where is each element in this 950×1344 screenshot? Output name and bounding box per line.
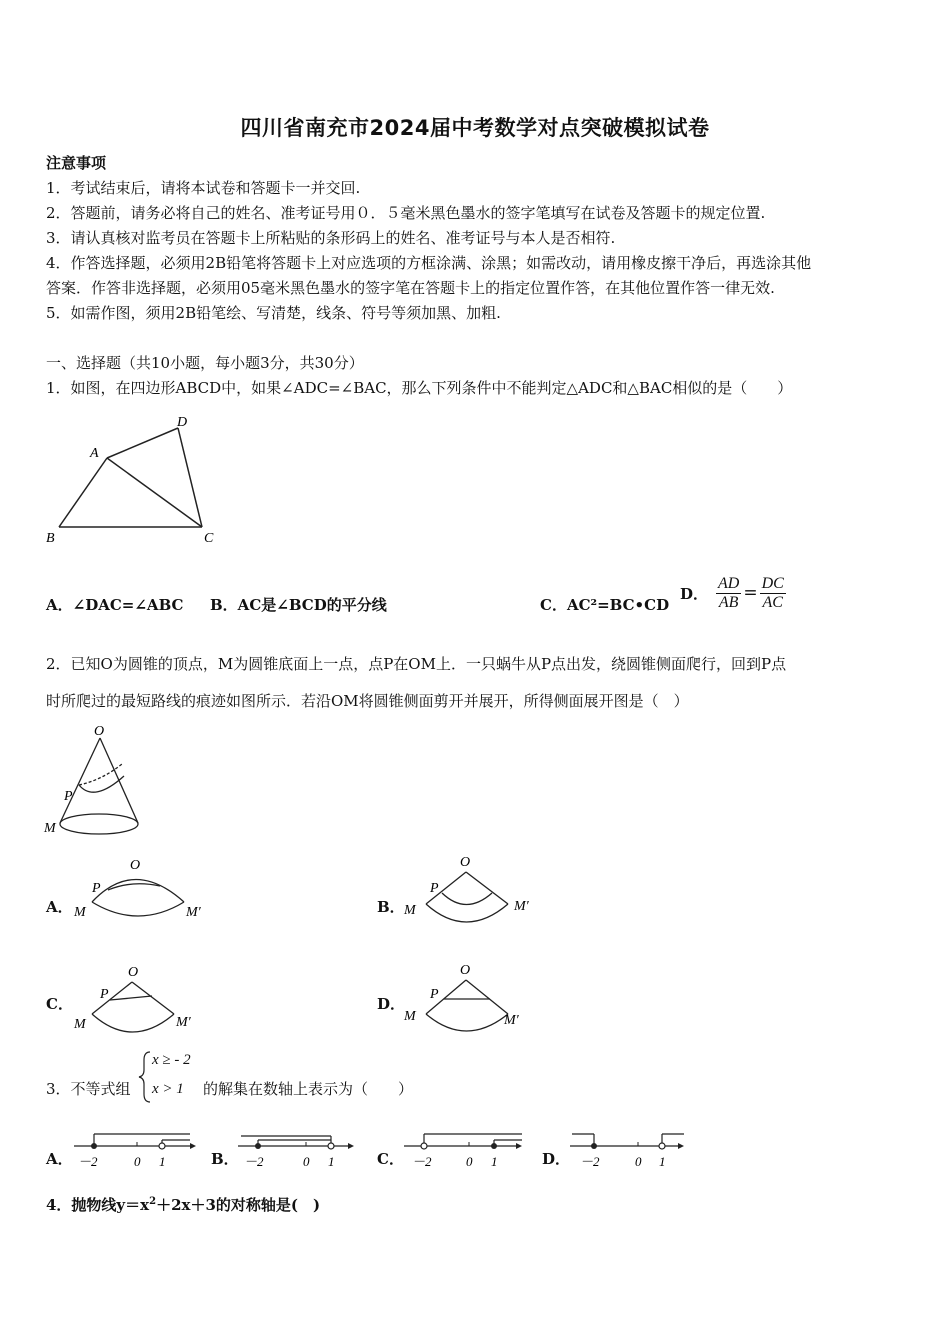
- notice-item-4: 4．作答选择题，必须用2B铅笔将答题卡上对应选项的方框涂满、涂黑；如需改动，请用橡皮擦干净后，再选涂其他: [46, 254, 812, 272]
- notice-item-3: 3．请认真核对监考员在答题卡上所粘贴的条形码上的姓名、准考证号与本人是否相符.: [46, 229, 616, 247]
- notice-item-2: 2．答题前，请务必将自己的姓名、准考证号用０．５毫米黑色墨水的签字笔填写在试卷及答题卡的规定位置.: [46, 204, 766, 222]
- inequality-cond-2: x > 1: [152, 1081, 184, 1097]
- svg-text:P: P: [430, 987, 439, 1002]
- svg-text:M: M: [404, 1009, 416, 1024]
- svg-text:O: O: [460, 855, 471, 870]
- q1-figure: [44, 412, 219, 552]
- q2-stem-line2: 时所爬过的最短路线的痕迹如图所示．若沿OM将圆锥侧面剪开并展开，所得侧面展开图是（ ）: [46, 692, 689, 710]
- svg-text:－2: －2: [244, 1154, 264, 1169]
- inequality-cond-1: x ≥ - 2: [152, 1052, 191, 1068]
- q3-option-c-numberline[interactable]: [402, 1126, 527, 1172]
- svg-text:1: 1: [659, 1154, 666, 1169]
- q2-option-a-figure[interactable]: [72, 852, 212, 924]
- svg-text:M′: M′: [504, 1013, 519, 1028]
- section-heading: 一、选择题（共10小题，每小题3分，共30分）: [46, 354, 364, 372]
- q2-option-c-label[interactable]: C．: [46, 995, 73, 1013]
- q3-option-b-label[interactable]: B．: [211, 1150, 239, 1168]
- svg-text:－2: －2: [580, 1154, 600, 1169]
- q3-option-b-numberline[interactable]: [236, 1126, 361, 1172]
- notice-item-4-cont: 答案．作答非选择题，必须用05毫米黑色墨水的签字笔在答题卡上的指定位置作答，在其他位置作答一律无效.: [46, 279, 775, 297]
- q2-option-d-figure[interactable]: [400, 958, 540, 1038]
- q1-option-a[interactable]: A．∠DAC=∠ABC: [46, 596, 184, 614]
- q2-stem-line1: 2．已知O为圆锥的顶点，M为圆锥底面上一点，点P在OM上．一只蜗牛从P点出发，绕圆锥侧面爬行，回到P点: [46, 655, 787, 673]
- label-a: A: [90, 446, 99, 461]
- q3-option-a-label[interactable]: A．: [46, 1150, 73, 1168]
- svg-text:P: P: [92, 881, 101, 896]
- q4-stem: 4．抛物线$y=x^2+2x+3$的对称轴是( ): [46, 1196, 321, 1214]
- q2-option-d-label[interactable]: D．: [377, 995, 406, 1013]
- notice-item-5: 5．如需作图，须用2B铅笔绘、写清楚，线条、符号等须加黑、加粗.: [46, 304, 501, 322]
- svg-text:－2: －2: [412, 1154, 432, 1169]
- svg-text:M: M: [404, 903, 416, 918]
- q3-option-d-label[interactable]: D．: [542, 1150, 571, 1168]
- svg-text:1: 1: [159, 1154, 166, 1169]
- q3-option-d-numberline[interactable]: [568, 1126, 693, 1172]
- notice-heading: 注意事项: [46, 154, 107, 172]
- segment-ab: [59, 458, 107, 527]
- label-c: C: [204, 531, 214, 546]
- svg-text:0: 0: [466, 1154, 473, 1169]
- svg-text:P: P: [430, 881, 439, 896]
- label-d: D: [177, 415, 188, 430]
- svg-text:O: O: [128, 965, 139, 980]
- q3-option-c-label[interactable]: C．: [377, 1150, 404, 1168]
- cone-label-o: O: [94, 724, 105, 739]
- q2-option-b-figure[interactable]: [400, 850, 540, 930]
- svg-text:M′: M′: [514, 899, 529, 914]
- q1-option-c[interactable]: C．AC²=BC•CD: [540, 596, 670, 614]
- q1-option-d-label: D．: [680, 584, 709, 603]
- q1-option-d[interactable]: D． $\frac{AD}{AB}$ = $\frac{DC}{AC}$: [680, 574, 784, 611]
- svg-text:1: 1: [491, 1154, 498, 1169]
- svg-text:M: M: [74, 1017, 86, 1032]
- q2-option-a-label[interactable]: A．: [46, 898, 73, 916]
- svg-text:M: M: [74, 905, 86, 920]
- notice-item-1: 1．考试结束后，请将本试卷和答题卡一并交回.: [46, 179, 361, 197]
- q2-option-c-figure[interactable]: [72, 960, 212, 1036]
- q2-option-b-label[interactable]: B．: [377, 898, 405, 916]
- q1-stem: 1．如图，在四边形ABCD中，如果∠ADC=∠BAC，那么下列条件中不能判定△ADC和△BAC相似的是（ ）: [46, 379, 793, 397]
- svg-text:P: P: [100, 987, 109, 1002]
- q3-prefix: 3．不等式组: [46, 1080, 131, 1098]
- fraction-ad-ab: $\frac{AD}{AB}$: [718, 574, 740, 611]
- svg-text:O: O: [460, 963, 471, 978]
- cone-label-p: P: [64, 789, 73, 804]
- q3-suffix: 的解集在数轴上表示为（ ）: [203, 1080, 414, 1098]
- svg-text:0: 0: [635, 1154, 642, 1169]
- svg-text:1: 1: [328, 1154, 335, 1169]
- q3-option-a-numberline[interactable]: [72, 1126, 197, 1172]
- label-b: B: [46, 531, 55, 546]
- cone-label-m: M: [44, 821, 56, 836]
- page-title: 四川省南充市2024届中考数学对点突破模拟试卷: [240, 116, 710, 140]
- svg-text:0: 0: [303, 1154, 310, 1169]
- fraction-dc-ac: $\frac{DC}{AC}$: [761, 574, 784, 611]
- svg-text:－2: －2: [78, 1154, 98, 1169]
- cone-figure: [42, 718, 152, 840]
- q1-option-b[interactable]: B．AC是∠BCD的平分线: [210, 596, 387, 614]
- svg-text:M′: M′: [186, 905, 201, 920]
- svg-text:0: 0: [134, 1154, 141, 1169]
- svg-text:O: O: [130, 858, 141, 873]
- svg-text:M′: M′: [176, 1015, 191, 1030]
- segment-ad: [107, 428, 178, 458]
